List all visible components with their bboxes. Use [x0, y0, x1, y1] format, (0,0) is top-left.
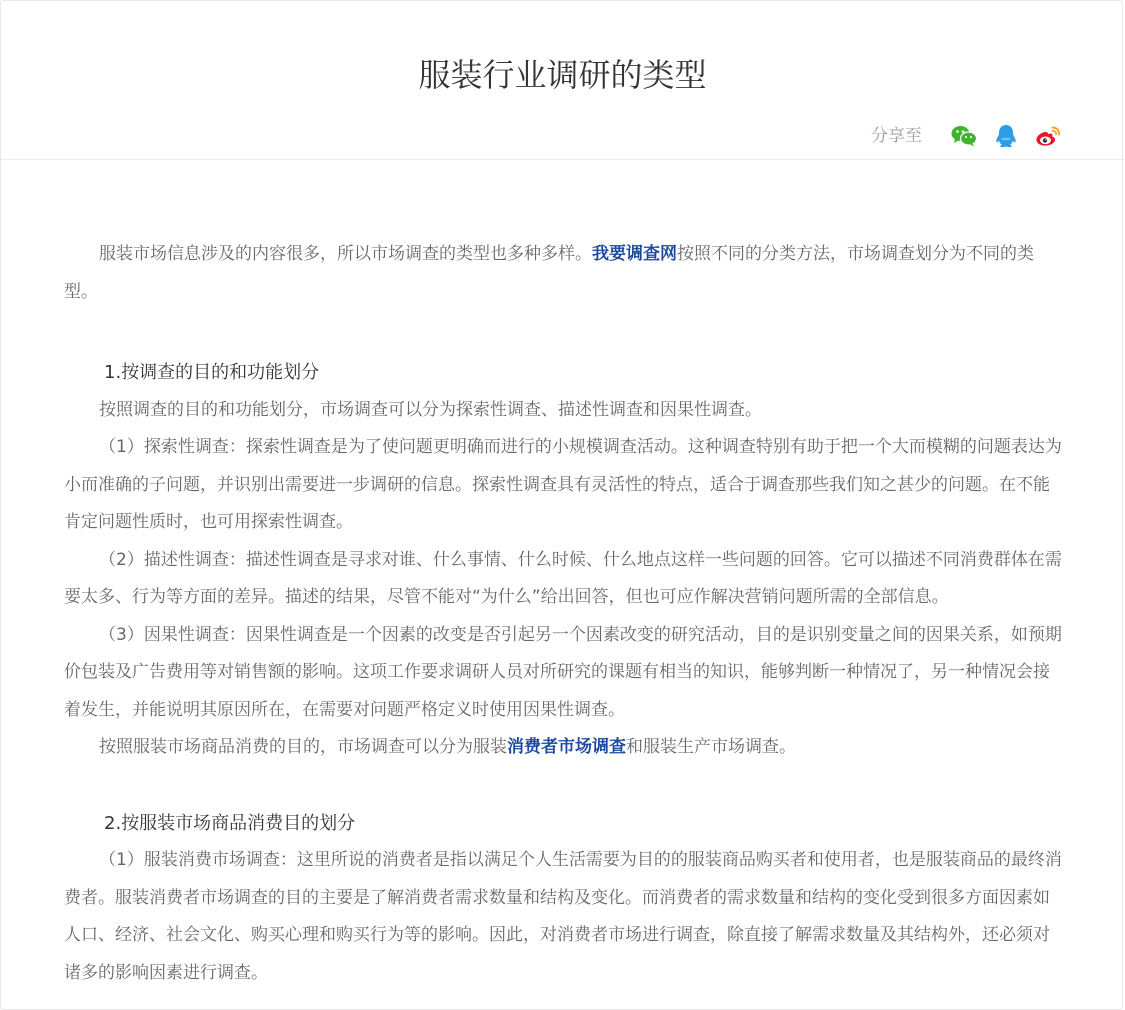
woyao-diaocha-link[interactable]: 我要调查网 [592, 244, 677, 264]
intro-text-before: 服装市场信息涉及的内容很多，所以市场调查的类型也多种多样。 [99, 244, 592, 264]
section2-paragraph-1: （1）服装消费市场调查：这里所说的消费者是指以满足个人生活需要为目的的服装商品购买者和使用者，也是服装商品的最终消费者。服装消费者市场调查的目的主要是了解消费者需求数量和结构及变化。而消费者的需求数量和结构的变化受到很多方面因素如人口、经济、社会文化、购买心理和购买行为等的影响。因此，对消费者市场进行调查，除直接了解需求数量及其结构外，还必须对诸多的影响因素进行调查。 [64, 850, 1062, 983]
section1-paragraph-5 [64, 729, 1064, 767]
wechat-icon[interactable] [950, 122, 978, 150]
share-bar [871, 121, 1062, 151]
section1-paragraph-exploratory: （1）探索性调查：探索性调查是为了使问题更明确而进行的小规模调查活动。这种调查特别有助于把一个大而模糊的问题表达为小而准确的子问题，并识别出需要进一步调研的信息。探索性调查具有灵活性的特点，适合于调查那些我们知之甚少的问题。在不能肯定问题性质时，也可用探索性调查。 [64, 437, 1062, 532]
spacer [64, 767, 1064, 805]
share-label: 分享至 [871, 126, 922, 146]
section1-p5-text-before: 按照服装市场商品消费的目的，市场调查可以分为服装 [99, 737, 507, 757]
weibo-icon[interactable] [1034, 122, 1062, 150]
article-body [64, 236, 1064, 992]
section1-paragraph-descriptive: （2）描述性调查：描述性调查是寻求对谁、什么事情、什么时候、什么地点这样一些问题的回答。它可以描述不同消费群体在需要太多、行为等方面的差异。描述的结果，尽管不能对“为什么”给出回答，但也可应作解决营销问题所需的全部信息。 [64, 549, 1062, 607]
section1-heading: 1.按调查的目的和功能划分 [104, 362, 320, 383]
intro-text-after: 按照不同的分类方法，市场调查划分为不同的类型。 [64, 244, 1034, 302]
article-title: 服装行业调研的类型 [418, 56, 707, 94]
section2-heading: 2.按服装市场商品消费目的划分 [104, 812, 356, 834]
section1-paragraph-causal: （3）因果性调查：因果性调查是一个因素的改变是否引起另一个因素改变的研究活动，目的是识别变量之间的因果关系，如预期价包装及广告费用等对销售额的影响。这项工作要求调研人员对所研究的课题有相当的知识，能够判断一种情况了，另一种情况会接着发生，并能说明其原因所在，在需要对问题严格定义时使用因果性调查。 [64, 624, 1062, 720]
article-header [1, 1, 1124, 160]
intro-paragraph [64, 236, 1064, 311]
section1-paragraph-1: 按照调查的目的和功能划分，市场调查可以分为探索性调查、描述性调查和因果性调查。 [99, 399, 762, 420]
section1-p5-text-after: 和服装生产市场调查。 [626, 737, 796, 757]
qq-icon[interactable] [992, 122, 1020, 150]
spacer [64, 311, 1064, 354]
consumer-market-survey-link[interactable]: 消费者市场调查 [507, 737, 626, 757]
